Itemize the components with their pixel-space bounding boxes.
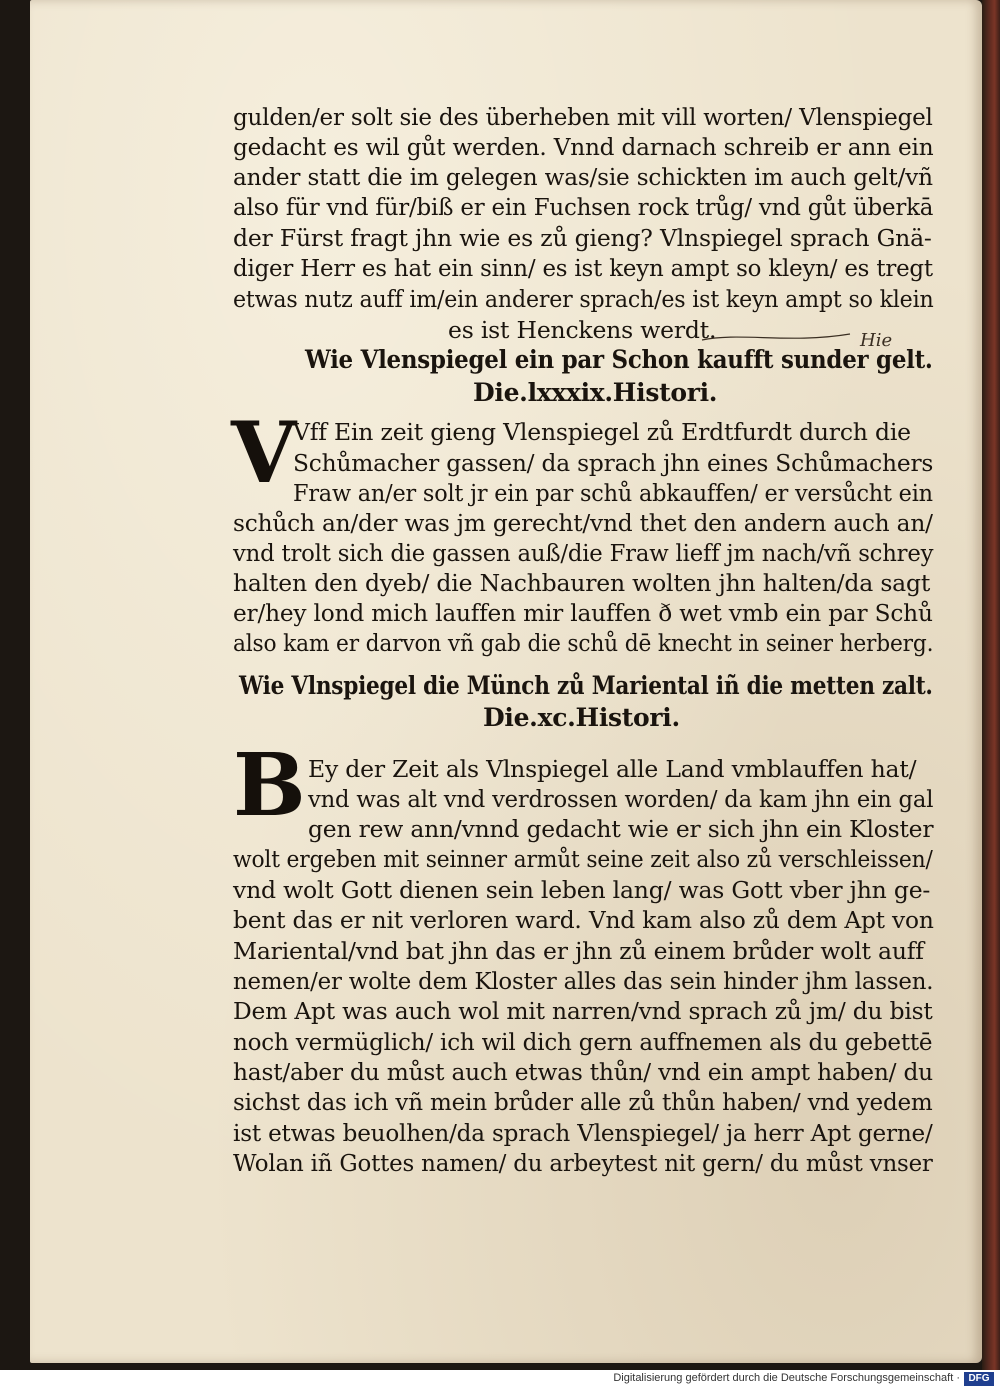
text-line: Ey der Zeit als Vlnspiegel alle Land vmblauffen hat/ xyxy=(308,755,917,783)
text-line: also für vnd für/biß er ein Fuchsen rock trůg/ vnd gůt überkā xyxy=(233,193,934,221)
text-line: Fraw an/er solt jr ein par schů abkauffen/ er versůcht ein xyxy=(293,479,933,507)
text-line: nemen/er wolte dem Kloster alles das sein hinder jhm lassen. xyxy=(233,967,934,995)
text-line: Mariental/vnd bat jhn das er jhn zů einem brůder wolt auff xyxy=(233,937,924,965)
text-line: gen rew ann/vnnd gedacht wie er sich jhn ein Kloster xyxy=(308,815,934,843)
text-line: Wolan iñ Gottes namen/ du arbeytest nit gern/ du můst vnser xyxy=(233,1149,933,1177)
text-line: ander statt die im gelegen was/sie schickten im auch gelt/vñ xyxy=(233,163,933,191)
text-line: Dem Apt was auch wol mit narren/vnd sprach zů jm/ du bist xyxy=(233,997,933,1025)
text-line: schůch an/der was jm gerecht/vnd thet den andern auch an/ xyxy=(233,509,933,537)
funding-credit: Digitalisierung gefördert durch die Deutsche Forschungsgemeinschaft · xyxy=(613,1372,960,1384)
text-line: ist etwas beuolhen/da sprach Vlenspiegel/ ja herr Apt gerne/ xyxy=(233,1119,933,1147)
footer-bar xyxy=(0,1370,1000,1389)
text-line: vnd wolt Gott dienen sein leben lang/ was Gott vber jhn ge- xyxy=(233,876,931,904)
text-line: der Fürst fragt jhn wie es zů gieng? Vlnspiegel sprach Gnä- xyxy=(233,224,932,252)
text-line: gulden/er solt sie des überheben mit vill worten/ Vlenspiegel xyxy=(233,103,933,131)
text-line: bent das er nit verloren ward. Vnd kam also zů dem Apt von xyxy=(233,906,934,934)
text-line: also kam er darvon vñ gab die schů dē knecht in seiner herberg. xyxy=(233,629,934,657)
text-line: gedacht es wil gůt werden. Vnnd darnach schreib er ann ein xyxy=(233,133,934,161)
margin-annotation: Hie xyxy=(860,330,893,351)
text-line: etwas nutz auff im/ein anderer sprach/es ist keyn ampt so klein xyxy=(233,285,934,313)
chapter-number: Die.lxxxix.Histori. xyxy=(473,378,718,407)
chapter-number: Die.xc.Histori. xyxy=(483,703,680,732)
drop-initial: V xyxy=(231,403,297,502)
text-line: Schůmacher gassen/ da sprach jhn eines Schůmachers xyxy=(293,449,934,477)
book-edge xyxy=(982,0,1000,1370)
text-line: Vff Ein zeit gieng Vlenspiegel zů Erdtfurdt durch die xyxy=(293,418,911,446)
chapter-heading: Wie Vlnspiegel die Münch zů Mariental iñ die metten zalt. xyxy=(239,671,933,700)
text-line: diger Herr es hat ein sinn/ es ist keyn ampt so kleyn/ es tregt xyxy=(233,254,933,282)
text-line: es ist Henckens werdt. xyxy=(448,316,717,344)
chapter-heading: Wie Vlenspiegel ein par Schon kaufft sunder gelt. xyxy=(305,345,933,374)
text-line: er/hey lond mich lauffen mir lauffen ð wet vmb ein par Schů xyxy=(233,599,933,627)
handwritten-flourish xyxy=(700,322,860,352)
text-line: sichst das ich vñ mein brůder alle zů thůn haben/ vnd yedem xyxy=(233,1088,933,1116)
dfg-logo: DFG xyxy=(964,1372,994,1386)
drop-initial: B xyxy=(233,735,306,836)
text-line: halten den dyeb/ die Nachbauren wolten jhn halten/da sagt xyxy=(233,569,931,597)
text-line: vnd trolt sich die gassen auß/die Fraw lieff jm nach/vñ schrey xyxy=(233,539,934,567)
text-line: noch vermüglich/ ich wil dich gern auffnemen als du gebettē xyxy=(233,1028,933,1056)
text-line: hast/aber du můst auch etwas thůn/ vnd ein ampt haben/ du xyxy=(233,1058,933,1086)
text-line: vnd was alt vnd verdrossen worden/ da kam jhn ein gal xyxy=(308,785,934,813)
text-line: wolt ergeben mit seinner armůt seine zeit also zů verschleissen/ xyxy=(233,845,933,873)
